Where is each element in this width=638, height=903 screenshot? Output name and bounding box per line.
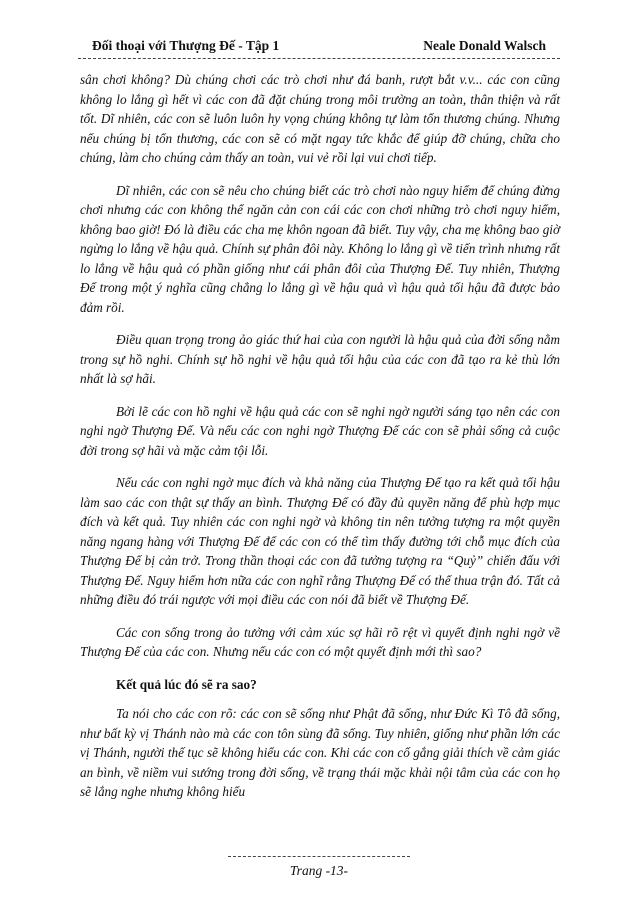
paragraph: Các con sống trong ảo tưởng với cảm xúc sợ hãi rõ rệt vì quyết định nghi ngờ về Thượng Đế của các con. Nhưng nếu các con có một quyết định mới thì sao? — [80, 624, 560, 659]
question-heading: Kết quả lúc đó sẽ ra sao? — [116, 676, 257, 692]
page-header — [80, 38, 560, 56]
page-number: Trang -13- — [289, 863, 349, 878]
footer-divider — [228, 856, 410, 857]
paragraph: sân chơi không? Dù chúng chơi các trò chơi như đá banh, rượt bắt v.v... các con cũng không lo lắng gì hết vì các con đã đặt chúng trong môi trường an toàn, thân thiện và rất tốt. Dĩ nhiên, các con sẽ luôn luôn hy vọng chúng không tự làm tổn thương chúng. Nhưng nếu chúng bị tổn thương, các con sẽ có mặt ngay tức khắc để giúp đỡ chúng, chữa cho chúng, làm cho chúng cảm thấy an toàn, vui vẻ rồi lại vui chơi tiếp. — [80, 72, 560, 165]
author-name: Neale Donald Walsch — [423, 38, 546, 53]
page-body — [80, 70, 560, 815]
paragraph: Ta nói cho các con rõ: các con sẽ sống như Phật đã sống, như Đức Kì Tô đã sống, như bất kỳ vị Thánh nào mà các con tôn sùng đã sống. Tuy nhiên, giống như phần lớn các vị Thánh, người thế tục sẽ không hiểu các con. Khi các con cố gắng giải thích về cảm giác an bình, về niềm vui sướng trong đời sống, về trạng thái mặc khải nội tâm của các con họ sẽ lắng nghe nhưng không hiểu — [80, 706, 560, 799]
paragraph: Dĩ nhiên, các con sẽ nêu cho chúng biết các trò chơi nào nguy hiểm để chúng đừng chơi nhưng các con không thể ngăn cản con cái các con chơi những trò chơi nguy hiểm, không bao giờ! Đó là điều các cha mẹ khôn ngoan đã biết. Tuy vậy, cha mẹ không bao giờ ngừng lo lắng về hậu quả. Chính sự phân đôi này. Không lo lắng gì về tiến trình nhưng rất lo lắng về hậu quả có phần giống như cái phân đôi của Thượng Đế. Tuy nhiên, Thượng Đế trong một ý nghĩa cũng chẳng lo lắng gì về hậu quả vì hậu quả tối hậu đã được bảo đảm rồi. — [80, 182, 560, 315]
paragraph: Bởi lẽ các con hồ nghi về hậu quả các con sẽ nghi ngờ người sáng tạo nên các con nghi ngờ Thượng Đế. Và nếu các con nghi ngờ Thượng Đế các con sẽ phải sống cả cuộc đời trong sợ hãi và mặc cảm tội lỗi. — [80, 403, 560, 458]
paragraph: Nếu các con nghi ngờ mục đích và khả năng của Thượng Đế tạo ra kết quả tối hậu làm sao các con thật sự thấy an bình. Thượng Đế có đầy đủ quyền năng để phù hợp mục đích và kết quả. Tuy nhiên các con nghi ngờ và không tin nên tưởng tượng ra một quyền năng ngang hàng với Thượng Đế để các con có thể tìm thấy đường tới chỗ mục đích của Thượng Đế bị cản trở. Trong thần thoại các con đã tưởng tượng ra “Quỷ” chiến đấu với Thượng Đế. Nguy hiểm hơn nữa các con nghĩ rằng Thượng Đế có thể thua trận đó. Tất cả những điều đó trái ngược với mọi điều các con nói đã biết về Thượng Đế. — [80, 475, 560, 607]
book-title: Đối thoại với Thượng Đế - Tập 1 — [92, 38, 280, 53]
header-divider — [78, 58, 560, 59]
paragraph: Điều quan trọng trong ảo giác thứ hai của con người là hậu quả của đời sống nằm trong sự hồ nghi. Chính sự hồ nghi về hậu quả tối hậu của các con đã tạo ra kẻ thù lớn nhất là sợ hãi. — [80, 332, 560, 386]
